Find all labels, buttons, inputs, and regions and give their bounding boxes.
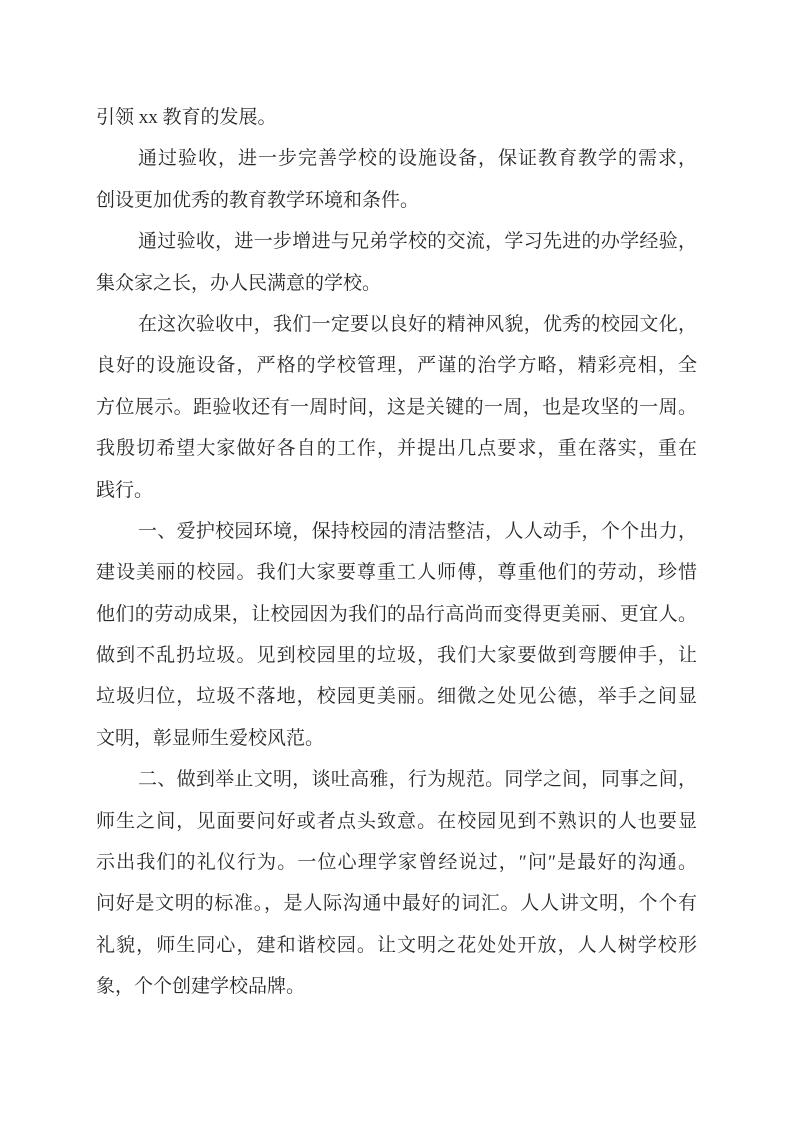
text-line: 问好是文明的标准。，是人际沟通中最好的词汇。人人讲文明，个个有	[96, 893, 697, 915]
paragraph	[96, 511, 697, 759]
paragraph	[96, 138, 697, 221]
text-line: 他们的劳动成果，让校园因为我们的品行高尚而变得更美丽、更宜人。	[96, 603, 697, 625]
text-line: 垃圾归位，垃圾不落地，校园更美丽。细微之处见公德，举手之间显	[96, 686, 697, 708]
text-line: 良好的设施设备，严格的学校管理，严谨的治学方略，精彩亮相，全	[96, 355, 697, 377]
paragraph	[96, 221, 697, 304]
text-line: 方位展示。距验收还有一周时间，这是关键的一周，也是攻坚的一周。	[96, 396, 697, 418]
text-line: 创设更加优秀的教育教学环境和条件。	[96, 189, 420, 211]
text-line: 礼貌，师生同心，建和谐校园。让文明之花处处开放，人人树学校形	[96, 934, 697, 956]
text-line: 示出我们的礼仪行为。一位心理学家曾经说过，″问″是最好的沟通。	[96, 852, 697, 874]
text-line: 在这次验收中，我们一定要以良好的精神风貌，优秀的校园文化，	[138, 313, 697, 335]
text-line: 二、做到举止文明，谈吐高雅，行为规范。同学之间，同事之间，	[138, 769, 697, 791]
text-line: 文明，彰显师生爱校风范。	[96, 727, 325, 749]
text-line: 一、爱护校园环境，保持校园的清洁整洁，人人动手，个个出力，	[138, 520, 697, 542]
text-line: 建设美丽的校园。我们大家要尊重工人师傅，尊重他们的劳动，珍惜	[96, 562, 697, 584]
text-line: 引领 xx 教育的发展。	[96, 107, 277, 128]
text-line: 通过验收，进一步完善学校的设施设备，保证教育教学的需求，	[138, 148, 697, 170]
paragraph	[96, 304, 697, 511]
text-line: 做到不乱扔垃圾。见到校园里的垃圾，我们大家要做到弯腰伸手，让	[96, 645, 697, 667]
paragraph	[96, 759, 697, 1007]
text-line: 集众家之长，办人民满意的学校。	[96, 272, 382, 294]
paragraph	[96, 97, 697, 138]
text-line: 践行。	[96, 479, 154, 501]
document-body	[96, 97, 697, 1008]
text-line: 我殷切希望大家做好各自的工作，并提出几点要求，重在落实，重在	[96, 438, 697, 460]
text-line: 师生之间，见面要问好或者点头致意。在校园见到不熟识的人也要显	[96, 810, 697, 832]
text-line: 通过验收，进一步增进与兄弟学校的交流，学习先进的办学经验，	[138, 231, 697, 253]
text-line: 象，个个创建学校品牌。	[96, 976, 306, 998]
